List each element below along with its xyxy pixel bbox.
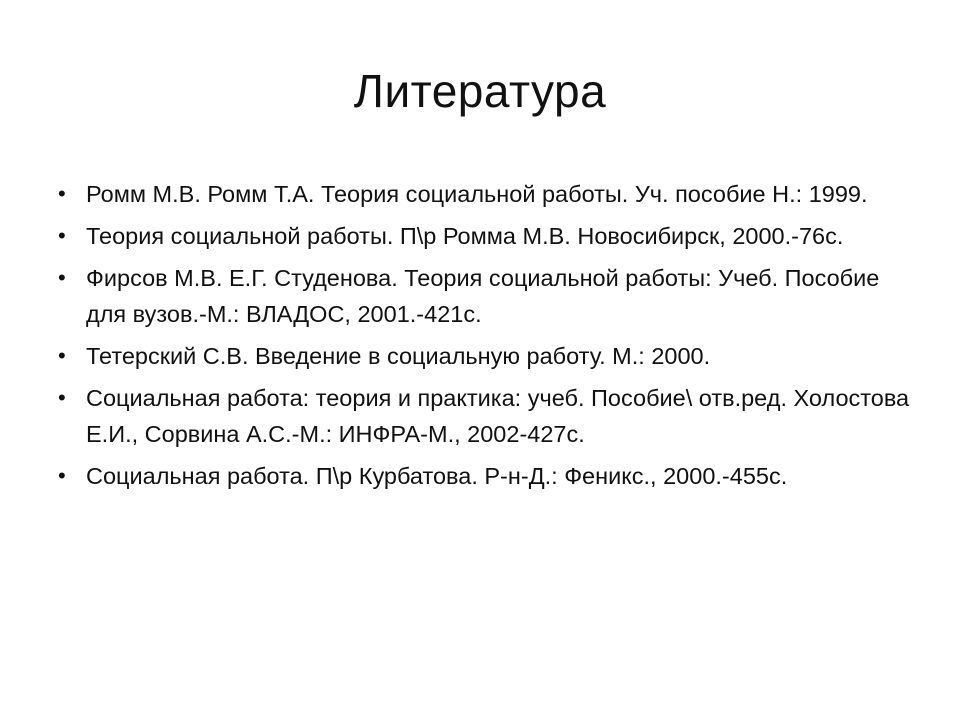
bullet-icon: • [58,265,66,290]
list-item [58,218,918,254]
list-item [58,338,918,374]
list-item-text: Социальная работа: теория и практика: учеб. Пособие\ отв.ред. Холостова Е.И., Сорвина А.С.-М.: ИНФРА-М., 2002-427с. [86,385,910,447]
list-item-text: Тетерский С.В. Введение в социальную работу. М.: 2000. [86,343,711,369]
bibliography-list [58,176,918,500]
list-item [58,380,918,452]
list-item-text: Фирсов М.В. Е.Г. Студенова. Теория социальной работы: Учеб. Пособие для вузов.-М.: ВЛАДОС, 2001.-421с. [86,265,880,327]
list-item-text: Социальная работа. П\р Курбатова. Р-н-Д.: Феникс., 2000.-455с. [86,463,788,489]
bullet-icon: • [58,463,66,488]
bullet-icon: • [58,385,66,410]
list-item [58,176,918,212]
bullet-icon: • [58,181,66,206]
list-item [58,260,918,332]
bullet-icon: • [58,223,66,248]
list-item-text: Ромм М.В. Ромм Т.А. Теория социальной работы. Уч. пособие Н.: 1999. [86,181,868,207]
list-item-text: Теория социальной работы. П\р Ромма М.В. Новосибирск, 2000.-76с. [86,223,844,249]
list-item [58,458,918,494]
bullet-icon: • [58,343,66,368]
slide-title: Литература [353,65,607,117]
